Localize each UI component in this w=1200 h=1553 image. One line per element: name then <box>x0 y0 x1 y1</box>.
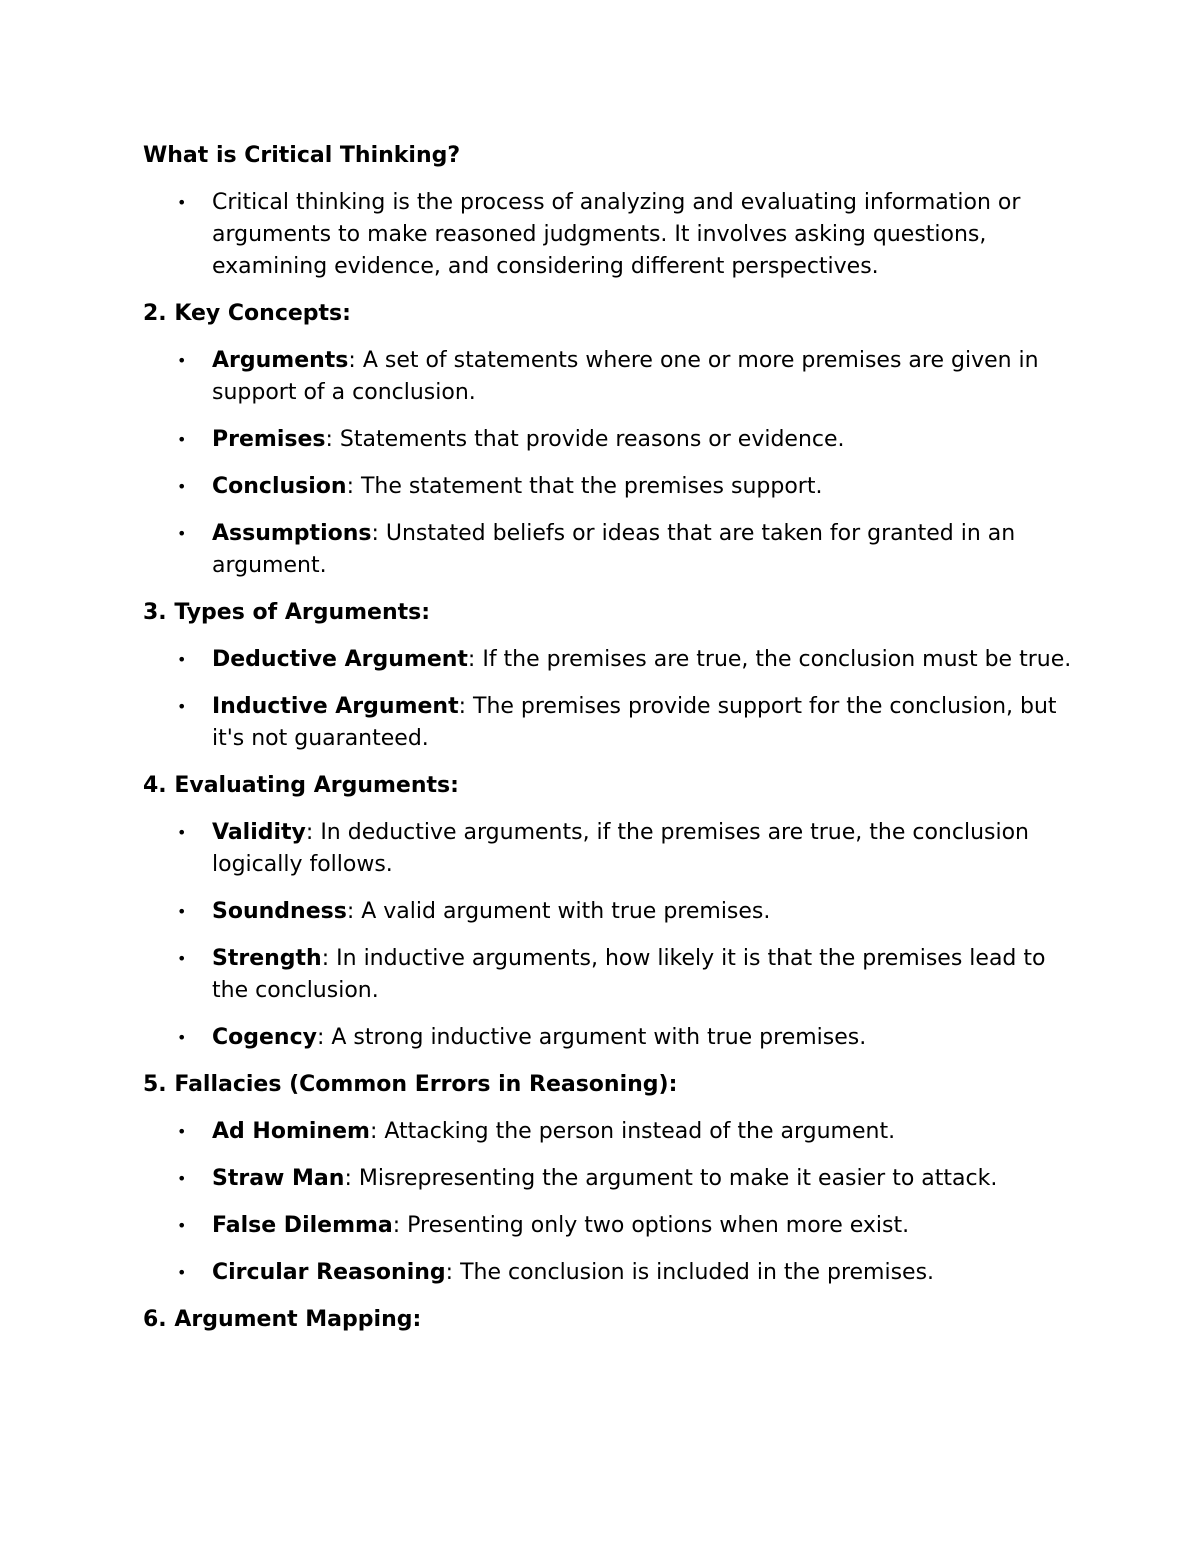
item-term: False Dilemma <box>212 1213 393 1238</box>
item-term: Validity <box>212 820 306 845</box>
section-key-concepts <box>143 298 1073 582</box>
item-term: Premises <box>212 427 326 452</box>
item-term: Soundness <box>212 899 347 924</box>
item-separator: : <box>371 521 386 546</box>
section-what-is-critical-thinking <box>143 140 1073 283</box>
list-item <box>143 1116 1073 1148</box>
item-term: Ad Hominem <box>212 1119 370 1144</box>
bullet-icon: • <box>177 524 187 543</box>
item-text: In inductive arguments, how likely it is that the premises lead to the conclusion. <box>212 946 1046 1003</box>
item-separator: : <box>305 820 321 845</box>
item-separator: : <box>344 1166 359 1191</box>
item-term: Deductive Argument <box>212 647 468 672</box>
item-separator: : <box>316 1025 332 1050</box>
item-separator: : <box>458 694 473 719</box>
bullet-icon: • <box>177 650 187 669</box>
list-item <box>143 471 1073 503</box>
bullet-icon: • <box>177 1028 187 1047</box>
section-heading: 4. Evaluating Arguments: <box>143 773 459 798</box>
section-fallacies <box>143 1069 1073 1289</box>
item-text: A strong inductive argument with true premises. <box>331 1025 867 1050</box>
item-text: The statement that the premises support. <box>360 474 823 499</box>
section-heading: 5. Fallacies (Common Errors in Reasoning): <box>143 1072 678 1097</box>
item-text: Unstated beliefs or ideas that are taken for granted in an argument. <box>212 521 1016 578</box>
bullet-icon: • <box>177 193 187 212</box>
bullet-icon: • <box>177 1216 187 1235</box>
item-term: Circular Reasoning <box>212 1260 446 1285</box>
item-text: Presenting only two options when more exist. <box>407 1213 910 1238</box>
section-types-of-arguments <box>143 597 1073 755</box>
list-item <box>143 345 1073 409</box>
item-text: In deductive arguments, if the premises are true, the conclusion logically follows. <box>212 820 1029 877</box>
bullet-icon: • <box>177 1169 187 1188</box>
list-item <box>143 1257 1073 1289</box>
bullet-icon: • <box>177 351 187 370</box>
item-text: Critical thinking is the process of analyzing and evaluating information or arguments to make reasoned judgments. It involves asking questions, examining evidence, and considering different perspectives. <box>212 190 1021 279</box>
list-item <box>143 691 1073 755</box>
bullet-list <box>143 187 1073 283</box>
item-text: The premises provide support for the conclusion, but it's not guaranteed. <box>212 694 1057 751</box>
item-term: Arguments <box>212 348 349 373</box>
list-item <box>143 817 1073 881</box>
bullet-list <box>143 644 1073 755</box>
item-term: Cogency <box>212 1025 317 1050</box>
bullet-list <box>143 817 1073 1054</box>
list-item <box>143 1210 1073 1242</box>
list-item <box>143 1163 1073 1195</box>
item-text: A set of statements where one or more premises are given in support of a conclusion. <box>212 348 1039 405</box>
item-term: Strength <box>212 946 322 971</box>
item-text: A valid argument with true premises. <box>361 899 771 924</box>
item-separator: : <box>321 946 337 971</box>
item-separator: : <box>325 427 340 452</box>
item-term: Inductive Argument <box>212 694 459 719</box>
item-separator: : <box>346 474 361 499</box>
section-heading: What is Critical Thinking? <box>143 143 461 168</box>
item-text: If the premises are true, the conclusion must be true. <box>482 647 1072 672</box>
document-page <box>143 140 1073 1351</box>
item-text: The conclusion is included in the premises. <box>460 1260 935 1285</box>
list-item <box>143 518 1073 582</box>
section-heading: 3. Types of Arguments: <box>143 600 431 625</box>
item-separator: : <box>346 899 362 924</box>
list-item <box>143 943 1073 1007</box>
bullet-icon: • <box>177 430 187 449</box>
section-heading: 6. Argument Mapping: <box>143 1307 422 1332</box>
bullet-icon: • <box>177 477 187 496</box>
list-item <box>143 424 1073 456</box>
item-separator: : <box>392 1213 408 1238</box>
item-separator: : <box>445 1260 461 1285</box>
bullet-list <box>143 345 1073 582</box>
bullet-icon: • <box>177 1122 187 1141</box>
item-term: Conclusion <box>212 474 347 499</box>
item-text: Misrepresenting the argument to make it easier to attack. <box>358 1166 998 1191</box>
bullet-icon: • <box>177 949 187 968</box>
item-separator: : <box>369 1119 385 1144</box>
bullet-icon: • <box>177 1263 187 1282</box>
item-term: Assumptions <box>212 521 372 546</box>
list-item <box>143 644 1073 676</box>
section-heading: 2. Key Concepts: <box>143 301 351 326</box>
bullet-icon: • <box>177 697 187 716</box>
item-term: Straw Man <box>212 1166 345 1191</box>
list-item <box>143 187 1073 283</box>
item-text: Statements that provide reasons or evidence. <box>339 427 845 452</box>
bullet-icon: • <box>177 902 187 921</box>
section-argument-mapping <box>143 1304 1073 1336</box>
item-separator: : <box>467 647 483 672</box>
list-item <box>143 1022 1073 1054</box>
section-evaluating-arguments <box>143 770 1073 1054</box>
item-separator: : <box>348 348 363 373</box>
list-item <box>143 896 1073 928</box>
bullet-list <box>143 1116 1073 1289</box>
item-text: Attacking the person instead of the argument. <box>384 1119 896 1144</box>
bullet-icon: • <box>177 823 187 842</box>
